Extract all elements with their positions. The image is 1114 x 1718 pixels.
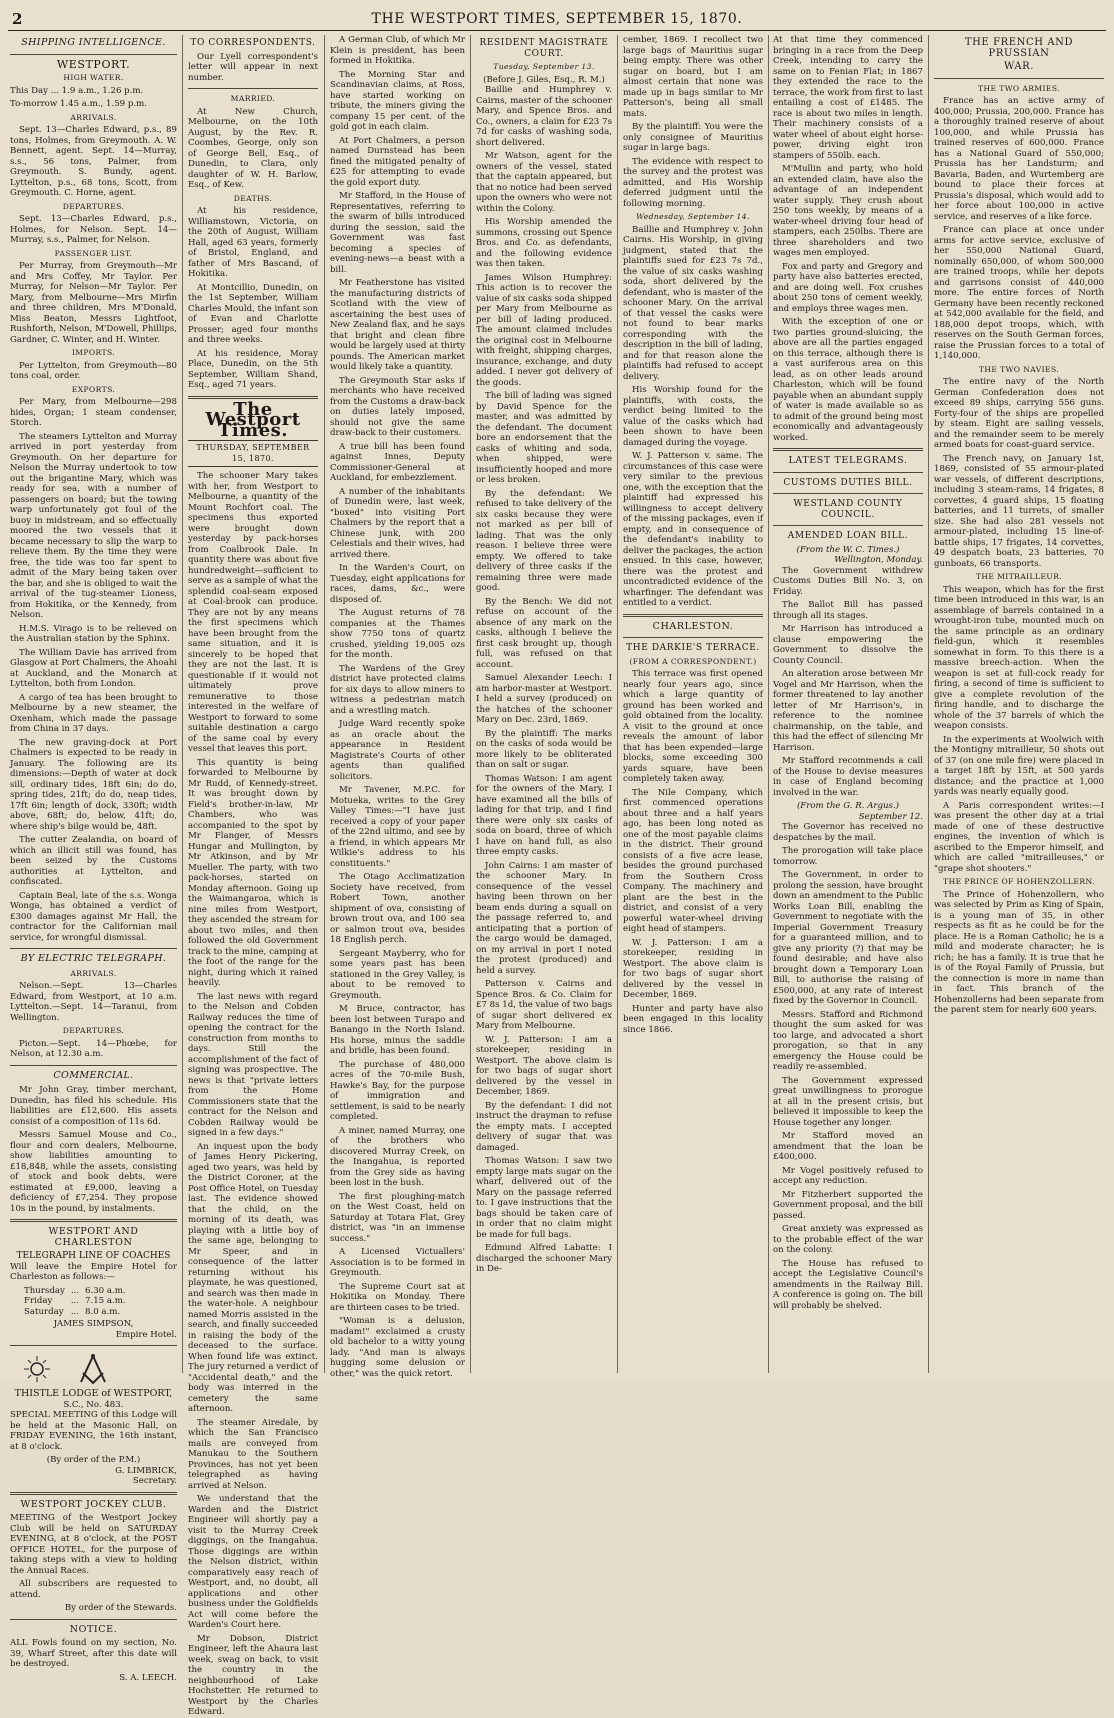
telegram-paragraph: Mr Harrison has introduced a clause empowering the Government to dissolve the County Council. (773, 624, 923, 666)
article-paragraph: W. J. Patterson: I am a storekeeper, residing in Westport. The above claim is for two bags of sugar short delivered by the vessel in December, 1869. (623, 937, 763, 1000)
court-paragraph: cember, 1869. I recollect two large bags of Mauritius sugar being empty. There was other sugar on board, but I am almost certain that none was made up in bags similar to Mr Patterson's, being all small mats. (623, 35, 763, 119)
telegram-paragraph: The Governor has received no despatches by the mail. (773, 822, 923, 843)
departures-text: Sept. 13—Charles Edward, p.s., Holmes, for Nelson. Sept. 14—Murray, s.s., Palmer, for Nelson. (10, 214, 177, 245)
column-7 (934, 35, 1104, 1373)
telegraph-departures: Picton.—Sept. 14—Phœbe, for Nelson, at 12.30 a.m. (10, 1038, 177, 1059)
terrace-heading: THE DARKIE'S TERRACE. (626, 643, 760, 653)
court-paragraph: By the plaintiff: You were the only consignee of Mauritius sugar in large bags. (623, 122, 763, 153)
telegram-paragraph: The Government expressed great unwillingness to prorogue at all in the present crisis, but believed it impossible to keep the House together any longer. (773, 1075, 923, 1128)
article-paragraph: The French navy, on January 1st, 1869, consisted of 55 armour-plated war vessels, of different descriptions, including 3 steam-rams, 14 frigates, 8 corvettes, 4 guard ships, 15 floating batteries, and 11 turrets, of smaller size. She had also 281 vessels not armour-plated, including 15 line-of-battle ships, 17 frigates, 14 corvettes, 49 despatch boats, 23 batteries, 70 gunboats, 66 transports. (934, 453, 1104, 569)
masonic-emblems (10, 1351, 177, 1387)
telegram-paragraph: An alteration arose between Mr Vogel and Mr Harrison, when the former threatened to lay another letter of Mr Harrison's, in reference to the nominee chairmanship, on the table, and this had the effect of silencing Mr Harrison. (773, 669, 923, 753)
coach-advert-hotel: Empire Hotel. (115, 1329, 177, 1340)
telegram-paragraph: The Government, in order to prolong the session, have brought down an amendment to the Public Works Loan Bill, enabling the Government to negotiate with the Imperial Government Treasury for a guaranteed million, and to give any priority (?) that may be found desirable; and have also brought down a Temporary Loan Bill, to authorise the raising of £500,000, at any rate of interest fixed by the Governor in Council. (773, 870, 923, 1006)
article-paragraph: France has an active army of 400,000; Prussia, 200,000. France has a thoroughly trained reserve of about 100,000, and while Prussia has trained reserves of 600,000. France has a National Guard of 550,000; Prussia has her Landsturm; and Bavaria, Baden, and Wurtemberg are bound to place their forces at Prussia's disposal, which would add to her force about 100,000 in active service, and reserves of a like force. (934, 96, 1104, 222)
high-water-line: To-morrow 1.45 a.m., 1.59 p.m. (10, 99, 147, 109)
news-paragraph: Mr Featherstone has visited the manufacturing districts of Scotland with the view of ascertaining the best uses of New Zealand flax, and he says that bright and clean fibre would be largely used at thirty pounds. The American market would likely take a quantity. (330, 278, 465, 372)
port-heading: WESTPORT. (56, 57, 131, 71)
telegram-paragraph: Mr Vogel positively refused to accept any reduction. (773, 1165, 923, 1186)
death-notice: At his residence, Moray Place, Dunedin, on the 5th September, William Shand, Esq., aged 71 years. (188, 348, 318, 390)
telegram-paragraph: The Government withdrew Customs Duties Bill No. 3, on Friday. (773, 565, 923, 597)
news-paragraph: A number of the inhabitants of Dunedin were, last week, "boxed" into visiting Port Chalmers by the report that a Chinese junk, with 200 Celestials and their wives, had arrived there. (330, 486, 465, 560)
subheading: DEPARTURES. (62, 1026, 125, 1035)
article-paragraph: This weapon, which has for the first time been introduced in this war, is an assemblage of barrels contained in a wrought-iron tube, mounted much on the same principle as an ordinary field-gun, which it resembles somewhat in form. To this there is a massive breech-action. When the weapon is set at full-cock ready for firing, a second of time is sufficient to give a complete revolution of the firing handle, and to discharge the whole of the 37 barrels of which the weapon consists. (934, 584, 1104, 731)
article-paragraph: The entire navy of the North German Confederation does not exceed 89 ships, carrying 556 guns. Forty-four of the ships are propelled by steam. Eight are sailing vessels, and the remainder seem to be merely armed boats for coast-guard service. (934, 377, 1104, 450)
court-date: Tuesday, September 13. (493, 62, 595, 71)
court-paragraph: His Worship amended the summons, crossing out Spence Bros. and Co. as defendants, and the following evidence was then taken. (476, 217, 612, 269)
article-paragraph: M'Mullin and party, who hold an extended claim, have also the advantage of an independent water supply. They crush about 250 tons weekly, by means of a water-wheel driving four head of stampers, each 250lbs. There are three shareholders and two wages men employed. (773, 164, 923, 258)
news-paragraph: A true bill has been found against Innes, Deputy Commissioner-General at Auckland, for embezzlement. (330, 441, 465, 483)
lodge-advert-title: THISTLE LODGE of WESTPORT, (14, 1388, 173, 1399)
telegram-paragraph: Messrs. Stafford and Richmond thought the sum asked for was too large, and advocated a short prorogation, so that in any emergency the House could be readily re-assembled. (773, 1009, 923, 1072)
column-6 (773, 35, 923, 1373)
coach-timetable (24, 1286, 132, 1318)
column-5 (623, 35, 763, 1373)
commercial-paragraph: Messrs Samuel Mouse and Co., flour and corn dealers, Melbourne, show liabilities amounting to £18,848, while the assets, consisting of stock and book debts, were estimated at £9,000, leaving a deficiency of £7,254. They propose 10s in the pound, by instalments. (10, 1130, 177, 1214)
lodge-advert-subtitle: S.C., No. 483. (63, 1399, 124, 1410)
article-paragraph: At that time they commenced bringing in a race from the Deep Creek, intending to carry the same on to Fenian Flat; in 1867 they extended the race to the terrace, the work from first to last entailing a cost of £1485. The race is about two miles in length. Their machinery consists of a water wheel of about eight horse-power, driving eight iron stampers of 550lb. each. (773, 35, 923, 161)
article-paragraph: Fox and party and Gregory and party have also batteries erected, and are doing well. Fox crushes about 250 tons of cement weekly, and employs three wages men. (773, 261, 923, 314)
article-paragraph: The Nile Company, which first commenced operations about three and a half years ago, has been long noted as one of the most payable claims in the district. Their ground consists of a five acre lease, besides the ground purchased from the Southern Cross Company. The machinery and plant are the best in the district, and consist of a very powerful water-wheel driving eight head of stampers. (623, 787, 763, 934)
notice-text: ALL Fowls found on my section, No. 39, Wharf Street, after this date will be destroyed. (10, 1638, 177, 1669)
court-heading: RESIDENT MAGISTRATE COURT. (479, 38, 609, 59)
subheading: THE TWO NAVIES. (978, 364, 1060, 374)
telegrams-heading: LATEST TELEGRAMS. (788, 455, 908, 466)
court-paragraph: Edmund Alfred Labatte: I discharged the schooner Mary in De- (476, 1243, 612, 1274)
court-paragraph: Baillie and Humphrey v. John Cairns. His Worship, in giving judgment, stated that the plaintiffs sued for £23 7s 7d., the value of six casks washing soda, short delivered by the defendant, who is master of the schooner Mary. On the arrival of that vessel the casks were not found to bear marks corresponding with the description in the bill of lading, and for that reason alone the plaintiffs had refused to accept delivery. (623, 224, 763, 382)
dateline: Wellington, Monday. (834, 555, 923, 565)
subheading: THE MITRAILLEUR. (975, 572, 1063, 581)
timetable-row: Saturday ... 8.0 a.m. (24, 1307, 132, 1318)
subheading: THE PRINCE OF HOHENZOLLERN. (943, 877, 1095, 886)
telegraph-arrivals: Nelson.—Sept. 13—Charles Edward, from Westport, at 10 a.m. Lyttelton.—Sept. 14—Taranui, from Wellington. (10, 981, 177, 1023)
court-paragraph: W. J. Patterson v. same. The circumstances of this case were very similar to the previous one, with the exception that the plaintiff had expressed his willingness to accept delivery of the missing packages, even if empty, and in consequence of the defendant's inability to deliver the packages, the action ensued. In this case, however, there was the protest and uncontradicted evidence of the wharfinger. The defendant was entitled to a verdict. (623, 451, 763, 608)
coach-advert-owner: JAMES SIMPSON, (53, 1319, 134, 1329)
passenger-text: Per Murray, from Greymouth—Mr and Mrs Coffey, Mr Taylor. Per Murray, for Nelson—Mr Taylor. Per Mary, from Melbourne—Mrs Mirfin and three children, Mrs M'Donald, Miss Beaton, Messrs Lightfoot, Rushforth, Nelson, M'Dowell, Phillips, Gardner, C. Winter, and H. Winter. (10, 261, 177, 345)
square-and-compass-icon (76, 1353, 110, 1385)
page-number: 2 (12, 10, 23, 28)
lodge-advert-order: (By order of the P.M.) (46, 1455, 141, 1465)
court-paragraph: By the plaintiff: The marks on the casks of soda would be more likely to be obliterated than on salt or sugar. (476, 728, 612, 770)
jockey-advert-note: All subscribers are requested to attend. (10, 1579, 177, 1600)
column-rule (182, 35, 183, 1373)
news-paragraph: A cargo of tea has been brought to Melbourne by a new steamer, the Oxenham, which made the passage from China in 37 days. (10, 692, 177, 734)
subheading: ARRIVALS. (70, 112, 117, 122)
column-rule (470, 35, 471, 1373)
deaths-heading: DEATHS. (233, 193, 273, 203)
article-paragraph: Hunter and party have also been engaged in this locality since 1866. (623, 1003, 763, 1035)
subheading: HIGH WATER. (63, 73, 124, 82)
column-3 (330, 35, 465, 1379)
court-paragraph: Patterson v. Cairns and Spence Bros. & Co. Claim for £7 8s 1d, the value of two bags of sugar short delivered ex Mary from Melbourne. (476, 979, 612, 1031)
timetable-day: Thursday (24, 1285, 65, 1296)
news-paragraph: In the Warden's Court, on Tuesday, eight applications for races, dams, &c., were disposed of. (330, 563, 465, 605)
correspondents-text: Our Lyell correspondent's letter will appear in next number. (188, 51, 318, 83)
notice-signature: S. A. LEECH. (119, 1672, 177, 1683)
source-line: (From the W. C. Times.) (796, 544, 900, 555)
timetable-row: Friday ... 7.15 a.m. (24, 1296, 132, 1307)
court-paragraph: Thomas Watson: I am agent for the owners of the Mary. I have examined all the bills of lading for that trip, and I find there were only six casks of soda on board, three of which I have on hand full, as also three empty casks. (476, 773, 612, 857)
article-paragraph: The steamer Airedale, by which the San Francisco mails are conveyed from Manukau to the Southern Provinces, has not yet been telegraphed as having arrived at Nelson. (188, 1417, 318, 1491)
telegram-paragraph: The House has refused to accept the Legislative Council's amendments in the Railway Bill. A conference is going on. The bill will probably be shelved. (773, 1258, 923, 1311)
column-rule (617, 35, 618, 1373)
news-paragraph: The Morning Star and Scandinavian claims, at Ross, have started working on tribute, the miners giving the company 15 per cent. of the gold got in each claim. (330, 69, 465, 132)
arrivals-text: Sept. 13—Charles Edward, p.s., 89 tons, Holmes, from Greymouth. A. W. Bennett, agent. Sept. 14—Murray, s.s., 56 tons, Palmer, from Greymouth. S. Bundy, agent. Lyttelton, p.s., 68 tons, Scott, from Greymouth. C. Horne, agent. (10, 125, 177, 198)
section-heading: COMMERCIAL. (53, 1069, 134, 1081)
court-paragraph: Mr Watson, agent for the owners of the vessel, stated that the captain appeared, but that no notice had been served upon the owners who were not within the Colony. (476, 151, 612, 214)
subheading: DEPARTURES. (62, 201, 125, 211)
imports-text: Per Lyttelton, from Greymouth—80 tons coal, order. (10, 360, 177, 381)
war-heading-line2: WAR. (1003, 61, 1035, 72)
correspondents-heading: TO CORRESPONDENTS. (190, 38, 316, 48)
court-paragraph: James Wilson Humphrey: This action is to recover the value of six casks soda shipped per Mary from Melbourne as per bill of lading produced. The amount claimed includes the original cost in Melbourne with freight, shipping charges, insurance, exchange, and duty added. I never got delivery of the goods. (476, 272, 612, 388)
sun-emblem-icon (22, 1354, 52, 1384)
war-heading: THE FRENCH AND PRUSSIAN (964, 37, 1074, 59)
timetable-time: 8.0 a.m. (85, 1306, 121, 1317)
court-paragraph: By the defendant: I did not instruct the drayman to refuse the empty mats. I accepted delivery of sugar that was damaged. (476, 1100, 612, 1153)
subheading: PASSENGER LIST. (54, 248, 133, 258)
telegram-paragraph: Mr Fitzherbert supported the Government proposal, and the bill passed. (773, 1189, 923, 1221)
lodge-advert-role: Secretary. (132, 1476, 177, 1486)
loan-heading: AMENDED LOAN BILL. (787, 531, 909, 541)
news-paragraph: The new graving-dock at Port Chalmers is expected to be ready in January. The following are its dimensions:—Depth of water at dock sill, ordinary tides, 18ft 6in; do do, spring tides, 21ft; do do, neap tides, 17ft 6in; length of dock, 330ft; width above, 68ft; do, below, 41ft; do, where ship's bilge would be, 48ft. (10, 737, 177, 832)
high-water-line: This Day ... 1.9 a.m., 1.26 p.m. (10, 85, 144, 96)
article-paragraph: In the experiments at Woolwich with the Montigny mitrailleur, 50 shots out of 37 (on one mile fire) were placed in a target 18ft by 15ft, at 500 yards distance; and the practice at 1,000 yards was nearly equally good. (934, 734, 1104, 797)
married-text: At New Church, Melbourne, on the 10th August, by the Rev. R. Coombes, George, only son of George Bell, Esq., of Dunedin, to Clara, only daughter of W. H. Barlow, Esq., of Kew. (188, 106, 318, 190)
news-paragraph: A Licensed Victuallers' Association is to be formed in Greymouth. (330, 1247, 465, 1278)
telegram-paragraph: The Ballot Bill has passed through all its stages. (773, 600, 923, 621)
news-paragraph: Judge Ward recently spoke as an oracle about the appearance in Resident Magistrate's Courts of other agents than qualified solicitors. (330, 719, 465, 782)
column-1 (10, 35, 177, 1683)
article-paragraph: A Paris correspondent writes:—I was present the other day at a trial made of one of these destructive engines, the invention of which is ascribed to the Emperor himself, and which are called "mitrailleuses," or "grape shot shooters." (934, 800, 1104, 874)
column-4 (476, 35, 612, 1373)
court-paragraph: W. J. Patterson: I am a storekeeper, residing in Westport. The above claim is for two bags of sugar short delivered by the vessel in December, 1869. (476, 1034, 612, 1097)
timetable-time: 6.30 a.m. (85, 1285, 126, 1296)
subheading: THE TWO ARMIES. (977, 83, 1061, 93)
article-paragraph: This terrace was first opened nearly four years ago, since which a large quantity of ground has been worked and gold obtained from the locality. A visit to the ground at once reveals the amount of labor that has been expended—large blocks, some exceeding 300 yards square, have been completely taken away. (623, 669, 763, 784)
court-paragraph: Baillie and Humphrey v. Cairns, master of the schooner Mary, and Spence Bros. and Co., owners, a claim for £23 7s 7d for casks of washing soda, short delivered. (476, 85, 612, 148)
court-paragraph: By the defendant: We refused to take delivery of the six casks because they were not marked as per bill of lading. That was the only reason. I believe three were empty. We offered to take delivery of three casks if the remaining three were made good. (476, 488, 612, 593)
news-paragraph: At Port Chalmers, a person named Durnstead has been fined the mitigated penalty of £25 for attempting to evade the gold export duty. (330, 135, 465, 188)
news-paragraph: Mr Stafford, in the House of Representatives, referring to the swarm of bills introduced during the session, said the Government was fast becoming a species of evening-news—a beast with a bill. (330, 191, 465, 275)
telegram-paragraph: Great anxiety was expressed as to the probable effect of the war on the colony. (773, 1224, 923, 1255)
masthead (8, 8, 1106, 31)
court-date: Wednesday, September 14. (636, 212, 750, 221)
exports-text: Per Mary, from Melbourne—298 hides, Organ; 1 steam condenser, Storch. (10, 397, 177, 428)
jockey-advert-title: WESTPORT JOCKEY CLUB. (20, 1498, 167, 1510)
news-paragraph: A miner, named Murray, one of the brothers who discovered Murray Creek, on the Inangahua, is reported from the Grey side as having been lost in the bush. (330, 1125, 465, 1188)
news-paragraph: The purchase of 480,000 acres of the 70-mile Bush, Hawke's Bay, for the purpose of immigration and settlement, is said to be nearly completed. (330, 1059, 465, 1122)
subheading: EXPORTS. (71, 384, 116, 394)
section-heading: BY ELECTRIC TELEGRAPH. (20, 953, 167, 964)
news-paragraph: The Wardens of the Grey district have protected claims for six days to allow miners to witness a pedestrian match and a wrestling match. (330, 663, 465, 716)
subheading: IMPORTS. (71, 348, 116, 357)
article-paragraph: This quantity is being forwarded to Melbourne by Mr Rudd, of Kennedy-street. It was brought down by Field's brother-in-law, Mr Chambers, who was accompanied to the spot by Mr Flanger, of Messrs Hungar and Mullington, by Mr Atkinson, and by Mr Mueller. The party, with two pack-horses, started on Monday afternoon. Going up the Waimangaroa, which is nine miles from Westport, they ascended the stream for about two miles, and then followed the old Government track to the mine, camping at the foot of the range for the night, during which it rained heavily. (188, 757, 318, 988)
article-paragraph: With the exception of one or two parties ground-sluicing, the above are all the parties engaged on this terrace, although there is a vast auriferous area on this lead, as on other leads around Charleston, which will be found payable when an abundant supply of water is made available so as to admit of the ground being most economically and advantageously worked. (773, 317, 923, 443)
source-line: (From the G. R. Argus.) (796, 801, 900, 811)
coach-advert-intro: Will leave the Empire Hotel for Charleston as follows:— (10, 1261, 177, 1282)
paper-nameplate: The Westport Times. (205, 398, 301, 441)
telegram-paragraph: Mr Stafford moved an amendment that the loan be £400,000. (773, 1131, 923, 1162)
customs-heading: CUSTOMS DUTIES BILL. (783, 477, 913, 488)
notice-title: NOTICE. (69, 1623, 118, 1635)
masthead-title: THE WESTPORT TIMES, SEPTEMBER 15, 1870. (371, 11, 743, 27)
article-paragraph: Mr Dobson, District Engineer, left the Ahaura last week, swag on back, to visit the country in the neighbourhood of Lake Hochstetter. He returned to Westport by the Charles Edward. (188, 1633, 318, 1717)
paper-dateline: THURSDAY, SEPTEMBER 15, 1870. (188, 440, 318, 467)
coach-advert-title: WESTPORT AND CHARLESTON (48, 1226, 139, 1248)
death-notice: At his residence, Williamstown, Victoria, on the 20th of August, William Hall, aged 63 years, formerly of Bristol, England, and father of Mrs Bascand, of Hokitika. (188, 206, 318, 279)
timetable-row: Thursday ... 6.30 a.m. (24, 1286, 132, 1297)
court-paragraph: By the Bench: We did not refuse on account of the absence of any mark on the casks, although I believe the first cask brought up, though full, was refused on that account. (476, 596, 612, 670)
article-paragraph: The last news with regard to the Nelson and Cobden Railway reduces the time of opening the contract for the construction from months to days. Still the accomplishment of the fact of signing was prospective. The news is that "private letters from the Home Commissioners state that the contract for the Nelson and Cobden Railway would be signed in a few days." (188, 991, 318, 1138)
married-heading: MARRIED. (230, 94, 276, 103)
telegram-paragraph: Mr Stafford recommends a call of the House to devise measures in case of England becoming involved in the war. (773, 756, 923, 798)
news-paragraph: The William Davie has arrived from Glasgow at Port Chalmers, the Ahoahi at Auckland, and the Monarch at Lyttelton, both from London. (10, 647, 177, 689)
jockey-advert-order: By order of the Stewards. (64, 1603, 177, 1613)
section-heading: SHIPPING INTELLIGENCE. (21, 37, 166, 48)
timetable-time: 7.15 a.m. (85, 1296, 126, 1306)
coach-advert-subtitle: TELEGRAPH LINE OF COACHES (16, 1251, 171, 1261)
dateline: September 12. (858, 811, 923, 822)
news-paragraph: A German Club, of which Mr Klein is president, has been formed in Hokitika. (330, 35, 465, 66)
article-paragraph: An inquest upon the body of James Henry Pickering, aged two years, was held by the District Coroner, at the Post Office Hotel, on Tuesday last. The evidence showed that the child, on the morning of its death, was playing with a little boy of the same age, belonging to Mr Speer, and in consequence of the latter returning without his playmate, he was questioned, and search was then made in the water-hole. A neighbour named Morris assisted in the search, and finally succeeded in raising the body of the deceased to the surface. When found life was extinct. The jury returned a verdict of "Accidental death," and the body was interred in the cemetery the same afternoon. (188, 1141, 318, 1414)
court-paragraph: Thomas Watson: I saw two empty large mats sugar on the wharf, delivered out of the Mary on the passage referred to. I gave instructions that the bags should be taken care of in order that no claim might be made for full bags. (476, 1156, 612, 1240)
column-rule (324, 35, 325, 1373)
article-paragraph: The schooner Mary takes with her, from Westport to Melbourne, a quantity of the Mount Rochfort coal. The specimens thus exported were brought down yesterday by pack-horses from Coalbrook Dale. In quantity there was about five hundredweight—sufficient to serve as a sample of what the splendid coal-seam exposed at Coal-brook can produce. They are not by any means the first specimens which have been brought from the same situation, and it is sincerely to be hoped that they are not the last. It is questionable if it would not ultimately prove remunerative to those interested in the welfare of Westport to forward to some suitable destination a cargo of the same coal by every vessel that leaves this port. (188, 471, 318, 754)
moon-emblem-icon (135, 1354, 165, 1384)
column-2 (188, 35, 318, 1717)
court-paragraph: The evidence with respect to the survey and the protest was admitted, and His Worship deferred judgment until the following morning. (623, 156, 763, 209)
timetable-day: Friday (24, 1296, 53, 1306)
article-paragraph: We understand that the Warden and the District Engineer will shortly pay a visit to the Murray Creek diggings, on the Inangahua. Those diggings are within the Nelson district, within comparatively easy reach of Westport, and, no doubt, all applications and other business under the Goldfields Act will come before the Warden's Court here. (188, 1494, 318, 1630)
jockey-advert-text: MEETING of the Westport Jockey Club will be held on SATURDAY EVENING, at 8 o'clock, at the POST OFFICE HOTEL, for the purpose of taking steps with a view to holding the Annual Races. (10, 1513, 177, 1576)
news-paragraph: Captain Beal, late of the s.s. Wonga Wonga, has obtained a verdict of £300 damages against Mr Hall, the contractor for the Californian mail service, for wrongful dismissal. (10, 890, 177, 943)
news-paragraph: M Bruce, contractor, has been lost between Turapo and Banango in the North Island. His horse, minus the saddle and bridle, has been found. (330, 1004, 465, 1056)
news-paragraph: H.M.S. Virago is to be relieved on the Australian station by the Sphinx. (10, 623, 177, 644)
column-rule (768, 35, 769, 1373)
county-heading: WESTLAND COUNTY COUNCIL. (793, 499, 903, 520)
charleston-heading: CHARLESTON. (652, 620, 734, 632)
news-paragraph: The Otago Acclimatization Society have received, from Robert Town, another shipment of ova, consisting of brown trout ova, and 100 sea or salmon trout ova, besides 18 English perch. (330, 872, 465, 945)
lodge-advert-text: SPECIAL MEETING of this Lodge will be held at the Masonic Hall, on FRIDAY EVENING, the 16th instant, at 8 o'clock. (10, 1410, 177, 1452)
lodge-advert-signature: G. LIMBRICK, (115, 1465, 177, 1476)
court-paragraph: His Worship found for the plaintiffs, with costs, the verdict being limited to the value of the casks which had been shown to have been damaged during the voyage. (623, 385, 763, 448)
telegram-paragraph: The prorogation will take place tomorrow. (773, 846, 923, 867)
news-paragraph: The August returns of 78 companies at the Thames show 7750 tons of quartz crushed, yielding 19,005 ozs for the month. (330, 608, 465, 660)
article-paragraph: The Prince of Hohenzollern, who was selected by Prim as King of Spain, is a young man of 35, in other respects as fit as he could be for the place. He is a Roman Catholic; he is a mild and moderate character; he is rich; he has a family. It is true that he is of the Royal Family of Prussia, but the connection is more in name than in fact. This branch of the Hohenzollerns had been separate from the parent stem for nearly 600 years. (934, 889, 1104, 1015)
court-paragraph: The bill of lading was signed by David Spence for the master, and was admitted by the defendant. The document bore an endorsement that the casks of whiting and soda, when shipped, were insufficiently hooped and more or less broken. (476, 391, 612, 485)
subheading: ARRIVALS. (70, 968, 117, 978)
news-paragraph: "Woman is a delusion, madam!" exclaimed a crusty old bachelor to a witty young lady. "And man is always hugging some delusion or other," was the quick retort. (330, 1316, 465, 1379)
news-paragraph: Sergeant Mayberry, who for some years past has been stationed in the Grey Valley, is about to be removed to Greymouth. (330, 948, 465, 1001)
court-paragraph: John Cairns: I am master of the schooner Mary. In consequence of the vessel having been thrown on her beam ends during a squall on the passage referred to, and anticipating that a portion of the cargo would be damaged, on my arrival in port I noted the protest (produced) and held a survey. (476, 860, 612, 976)
news-paragraph: The Supreme Court sat at Hokitika on Monday. There are thirteen cases to be tried. (330, 1281, 465, 1313)
article-paragraph: France can place at once under arms for active service, exclusive of her 550,000 National Guard, nominally 650,000, of whom 500,000 are trained troops, while her depots and garrisons consist of 440,000 more. The entire forces of North Germany have been recently reckoned at 542,000 available for the field, and 188,000 depot troops, which, with reserves on the South German forces, raise the Prussian forces to a total of 1,140,000. (934, 225, 1104, 361)
column-rule (928, 35, 929, 1373)
death-notice: At Montcillio, Dunedin, on the 1st September, William Charles Mould, the infant son of Evan and Charlotte Prosser; aged four months and three weeks. (188, 282, 318, 345)
news-paragraph: The first ploughing-match on the West Coast, held on Saturday at Totara Flat, Grey district, was "in an immense success." (330, 1191, 465, 1244)
court-paragraph: Samuel Alexander Leech: I am harbor-master at Westport. I held a survey (produced) on the hatches of the schooner Mary on Dec. 23rd, 1869. (476, 673, 612, 725)
timetable-day: Saturday (24, 1306, 64, 1317)
court-bench: (Before J. Giles, Esq., R. M.) (483, 74, 605, 85)
news-paragraph: Mr Tavener, M.P.C. for Motueka, writes to the Grey Valley Times:—"I have just received a copy of your paper of the 22nd ultimo, and see by a friend, in which appears Mr Wilkie's address to his constituents." (330, 785, 465, 869)
news-paragraph: The cutter Zealandia, on board of which an illicit still was found, has been seized by the Customs authorities at Lyttelton, and confiscated. (10, 835, 177, 887)
news-paragraph: The steamers Lyttelton and Murray arrived in port yesterday from Greymouth. On her departure for Nelson the Murray undertook to tow out the brigantine Mary, which was ready for sea, with a number of passengers on board; but the towing warp unfortunately got foul of the buoy in midstream, and so effectually moored the two vessels that it became necessary to slip the warp to relieve them. By the time they were free, the tide was too far spent to admit of the Mary being taken over the bar, and she is obliged to wait the arrival of the tug-steamer Lioness, from Hokitika, or the Kennedy, from Nelson. (10, 431, 177, 620)
correspondent-line: (FROM A CORRESPONDENT.) (629, 656, 757, 666)
news-paragraph: The Greymouth Star asks if merchants who have received from the Customs a draw-back on duties lately imposed, should not give the same draw-back to their customers. (330, 375, 465, 438)
commercial-paragraph: Mr John Gray, timber merchant, Dunedin, has filed his schedule. His liabilities are £12,600. His assets consist of a composition of 11s 6d. (10, 1085, 177, 1127)
